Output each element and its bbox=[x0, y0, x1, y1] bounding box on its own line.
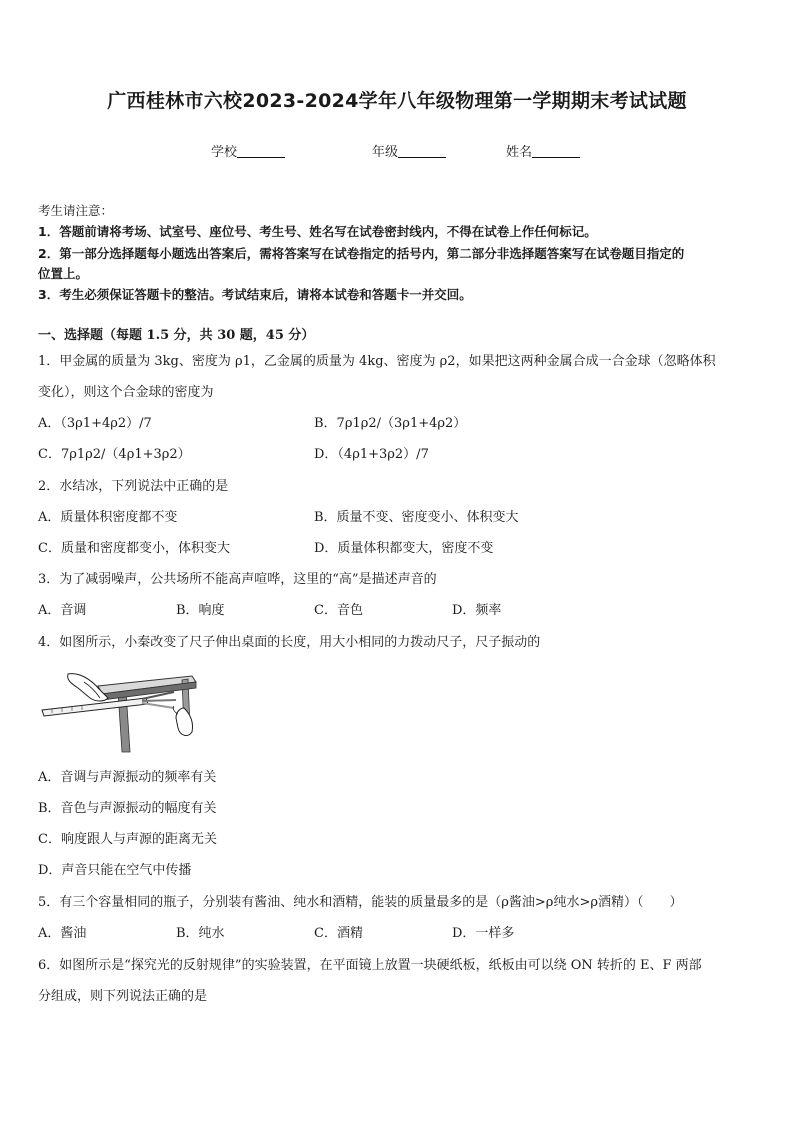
q2-option-c: C．质量和密度都变小，体积变大 bbox=[38, 541, 230, 556]
q4-stem: 4．如图所示，小秦改变了尺子伸出桌面的长度，用大小相同的力拨动尺子，尺子振动的 bbox=[38, 635, 541, 650]
q3-option-c: C．音色 bbox=[314, 603, 363, 618]
q2-option-a: A．质量体积密度都不变 bbox=[38, 510, 178, 525]
name-blank bbox=[532, 143, 580, 158]
page-title: 广西桂林市六校2023-2024学年八年级物理第一学期期末考试试题 bbox=[107, 90, 687, 112]
notice-heading: 考生请注意： bbox=[38, 203, 114, 218]
q5-stem: 5．有三个容量相同的瓶子，分别装有酱油、纯水和酒精，能装的质量最多的是（ρ酱油>ρ纯水>ρ酒精）（ ） bbox=[38, 895, 683, 910]
school-field bbox=[211, 141, 285, 160]
q5-option-d: D．一样多 bbox=[452, 926, 515, 941]
school-label: 学校 bbox=[211, 145, 238, 160]
grade-label: 年级 bbox=[372, 145, 399, 160]
q6-stem: 6．如图所示是“探究光的反射规律”的实验装置，在平面镜上放置一块硬纸板，纸板由可以绕 ON 转折的 E、F 两部 bbox=[38, 958, 702, 973]
q1-option-b: B．7ρ1ρ2/（3ρ1+4ρ2） bbox=[314, 416, 467, 431]
q5-option-c: C．酒精 bbox=[314, 926, 363, 941]
q1-option-d: D．（4ρ1+3ρ2）/7 bbox=[314, 447, 429, 462]
student-info-row bbox=[0, 141, 794, 161]
ruler-on-table-figure bbox=[38, 668, 198, 754]
q4-option-b: B．音色与声源振动的幅度有关 bbox=[38, 801, 217, 816]
q4-option-a: A．音调与声源振动的频率有关 bbox=[38, 770, 217, 785]
q2-stem: 2．水结冰，下列说法中正确的是 bbox=[38, 479, 229, 494]
q2-option-b: B．质量不变、密度变小、体积变大 bbox=[314, 510, 519, 525]
q1-option-c: C．7ρ1ρ2/（4ρ1+3ρ2） bbox=[38, 447, 191, 462]
q3-option-b: B．响度 bbox=[176, 603, 225, 618]
grade-blank bbox=[398, 143, 446, 158]
name-field bbox=[506, 141, 580, 160]
q1-option-a: A．（3ρ1+4ρ2）/7 bbox=[38, 416, 152, 431]
notice-item-1: 1．答题前请将考场、试室号、座位号、考生号、姓名写在试卷密封线内，不得在试卷上作任何标记。 bbox=[38, 224, 597, 239]
q4-option-d: D．声音只能在空气中传播 bbox=[38, 863, 192, 878]
section-heading: 一、选择题（每题 1.5 分，共 30 题，45 分） bbox=[38, 328, 315, 343]
notice-item-2-cont: 位置上。 bbox=[38, 266, 89, 281]
q1-stem: 1．甲金属的质量为 3kg、密度为 ρ1，乙金属的质量为 4kg、密度为 ρ2，如果把这两种金属合成一合金球（忽略体积 bbox=[38, 354, 716, 369]
q6-stem-cont: 分组成，则下列说法正确的是 bbox=[38, 989, 208, 1004]
q3-stem: 3．为了减弱噪声，公共场所不能高声喧哗，这里的“高”是描述声音的 bbox=[38, 572, 437, 587]
notice-item-3: 3．考生必须保证答题卡的整洁。考试结束后，请将本试卷和答题卡一并交回。 bbox=[38, 287, 472, 302]
notice-item-2: 2．第一部分选择题每小题选出答案后，需将答案写在试卷指定的括号内，第二部分非选择题答案写在试卷题目指定的 bbox=[38, 246, 685, 261]
grade-field bbox=[372, 141, 446, 160]
q4-option-c: C．响度跟人与声源的距离无关 bbox=[38, 832, 217, 847]
q1-stem-cont: 变化），则这个合金球的密度为 bbox=[38, 385, 214, 400]
name-label: 姓名 bbox=[506, 145, 533, 160]
q3-option-a: A．音调 bbox=[38, 603, 87, 618]
school-blank bbox=[237, 143, 285, 158]
q5-option-a: A．酱油 bbox=[38, 926, 87, 941]
q3-option-d: D．频率 bbox=[452, 603, 502, 618]
q5-option-b: B．纯水 bbox=[176, 926, 225, 941]
q2-option-d: D．质量体积都变大，密度不变 bbox=[314, 541, 494, 556]
